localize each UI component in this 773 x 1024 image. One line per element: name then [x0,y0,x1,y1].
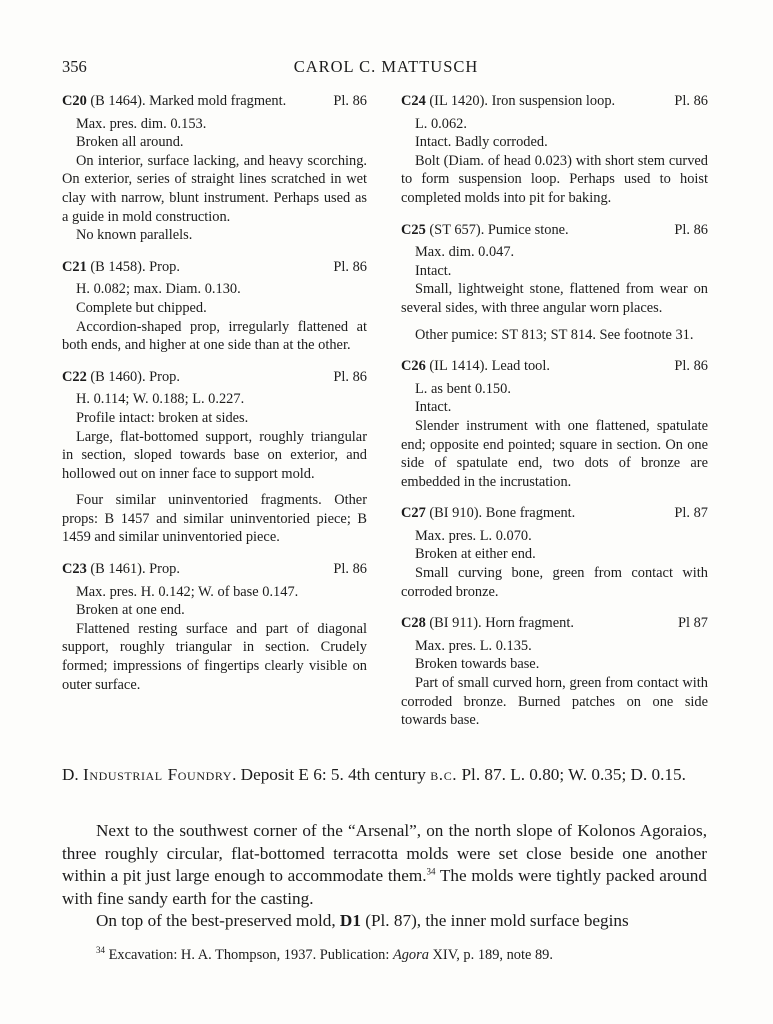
footnote-text: Excavation: H. A. Thompson, 1937. Publication: [105,947,393,963]
catalog-entry [401,504,708,601]
body-sentence: Next to the southwest corner of the “Arsenal”, on the north slope of Kolonos Agoraios, three roughly circular, flat-bottomed terracotta molds were set close beside one another within a pit just large enough to accommodate them. [62,821,707,885]
catalog-entry [401,614,708,730]
entry-description: Other pumice: ST 813; ST 814. See footnote 31. [415,326,694,343]
plate-ref: Pl. 87 [674,505,708,522]
inventory-ref: (B 1460). Prop. [86,368,180,385]
entry-heading [62,258,367,277]
entry-description: On interior, surface lacking, and heavy scorching. On exterior, series of straight lines scratched in wet clay with narrow, blunt instrument. Perhaps used as a guide in mold construction. [62,152,367,225]
entry-detail: Broken at one end. [76,602,185,619]
footnote-ref[interactable]: 34 [426,866,436,877]
entry-description: No known parallels. [76,227,193,244]
plate-ref: Pl. 86 [333,258,367,275]
plate-ref: Pl. 86 [333,368,367,385]
inventory-ref: (B 1458). Prop. [86,258,180,275]
page-header [62,57,710,79]
running-head: CAROL C. MATTUSCH [293,57,479,76]
catalog-number: C24 [401,93,426,109]
inventory-ref: (ST 657). Pumice stone. [425,221,569,238]
entry-detail: Max. pres. L. 0.135. [415,637,532,654]
plate-ref: Pl. 86 [674,93,708,109]
entry-detail: Intact. [415,262,452,279]
catalog-entry [62,560,367,694]
entry-heading [401,92,708,111]
body-sentence: On top of the best-preserved mold, [96,911,340,930]
catalog-entry [401,92,708,208]
entry-description: Small curving bone, green from contact with corroded bronze. [401,565,708,600]
entry-detail: L. as bent 0.150. [415,380,511,397]
body-text [62,820,707,933]
plate-ref: Pl. 86 [674,358,708,375]
entry-heading [401,504,708,523]
entry-detail: L. 0.062. [415,115,467,132]
catalog-number: C22 [62,368,87,385]
entry-heading [62,560,367,579]
footnote [96,947,708,964]
entry-detail: H. 0.114; W. 0.188; L. 0.227. [76,391,245,408]
plate-ref: Pl. 86 [674,221,708,238]
inventory-ref: (BI 911). Horn fragment. [425,615,574,632]
footnote-tail: XIV, p. 189, note 89. [428,947,553,963]
entry-description: Flattened resting surface and part of diagonal support, roughly triangular in section. Crudely formed; impressions of fingertips clearly visible on outer surface. [62,620,367,693]
section-era: b.c. [430,765,458,784]
entry-detail: Intact. [415,399,452,416]
section-dimensions: Pl. 87. L. 0.80; W. 0.35; D. 0.15. [457,765,686,784]
entry-heading [62,368,367,387]
catalog-entry [62,368,367,547]
entry-detail: Max. pres. H. 0.142; W. of base 0.147. [76,583,299,600]
entry-description: Part of small curved horn, green from contact with corroded bronze. Burned patches on one side towards base. [401,675,708,729]
inventory-ref: (B 1461). Prop. [86,561,180,578]
entry-description: Slender instrument with one flattened, spatulate end; opposite end pointed; square in section. On one side of spatulate end, two dots of bronze are embedded in the incrustation. [401,417,708,490]
entry-detail: Max. dim. 0.047. [415,244,515,261]
catalog-number: C26 [401,358,426,375]
entry-description: Accordion-shaped prop, irregularly flattened at both ends, and higher at one side than at the other. [62,318,367,354]
catalog-number: C23 [62,561,87,578]
body-paragraph [62,820,707,910]
entry-detail: Complete but chipped. [76,299,207,316]
entry-heading [401,614,708,633]
catalog-column-right [401,92,708,743]
page-number: 356 [62,57,87,76]
catalog-entry [401,357,708,491]
entry-detail: Broken all around. [76,134,184,151]
entry-detail: H. 0.082; max. Diam. 0.130. [76,281,241,298]
catalog-number: C28 [401,615,426,632]
body-paragraph [62,910,707,933]
footnote-journal: Agora [392,947,429,963]
inventory-ref: (IL 1420). Iron suspension loop. [425,93,616,109]
entry-detail: Broken at either end. [415,546,536,563]
catalog-column-left [62,92,367,707]
catalog-ref: D1 [339,911,361,930]
entry-detail: Max. pres. dim. 0.153. [76,115,207,132]
entry-heading [401,221,708,240]
catalog-entry [401,221,708,345]
plate-ref: Pl. 86 [333,93,367,109]
inventory-ref: (B 1464). Marked mold fragment. [86,93,287,109]
catalog-number: C21 [62,258,87,275]
entry-detail: Broken towards base. [415,656,540,673]
catalog-entry [62,258,367,355]
entry-heading [401,357,708,376]
section-label: D. [62,765,79,784]
plate-ref: Pl. 86 [333,561,367,578]
entry-description: Bolt (Diam. of head 0.023) with short stem curved to form suspension loop. Perhaps used to hoist completed molds into pit for baking. [401,152,708,206]
catalog-entry [62,92,367,245]
entry-detail: Max. pres. L. 0.070. [415,527,532,544]
catalog-number: C25 [401,221,426,238]
entry-detail: Intact. Badly corroded. [415,134,548,151]
catalog-number: C27 [401,505,426,522]
entry-description: Four similar uninventoried fragments. Other props: B 1457 and similar uninventoried piece; B 1459 and similar uninventoried piece. [62,492,367,546]
plate-ref: Pl 87 [678,615,708,632]
entry-description: Large, flat-bottomed support, roughly triangular in section, sloped towards base on exterior, and hollowed out on inner face to support mold. [62,428,367,482]
entry-heading [62,92,367,111]
body-sentence: The molds were tightly packed around with fine sandy earth for the casting. [62,866,707,908]
inventory-ref: (BI 910). Bone fragment. [425,505,576,522]
entry-description: Small, lightweight stone, flattened from wear on several sides, with three angular worn places. [401,281,708,316]
section-title: Industrial Foundry [83,765,233,784]
footnote-mark: 34 [96,945,105,956]
section-deposit: . Deposit E 6: 5. 4th century [232,765,431,784]
section-heading [62,764,707,786]
entry-detail: Profile intact: broken at sides. [76,409,249,426]
inventory-ref: (IL 1414). Lead tool. [425,358,550,375]
catalog-number: C20 [62,93,87,109]
body-sentence: (Pl. 87), the inner mold surface begins [360,911,629,930]
